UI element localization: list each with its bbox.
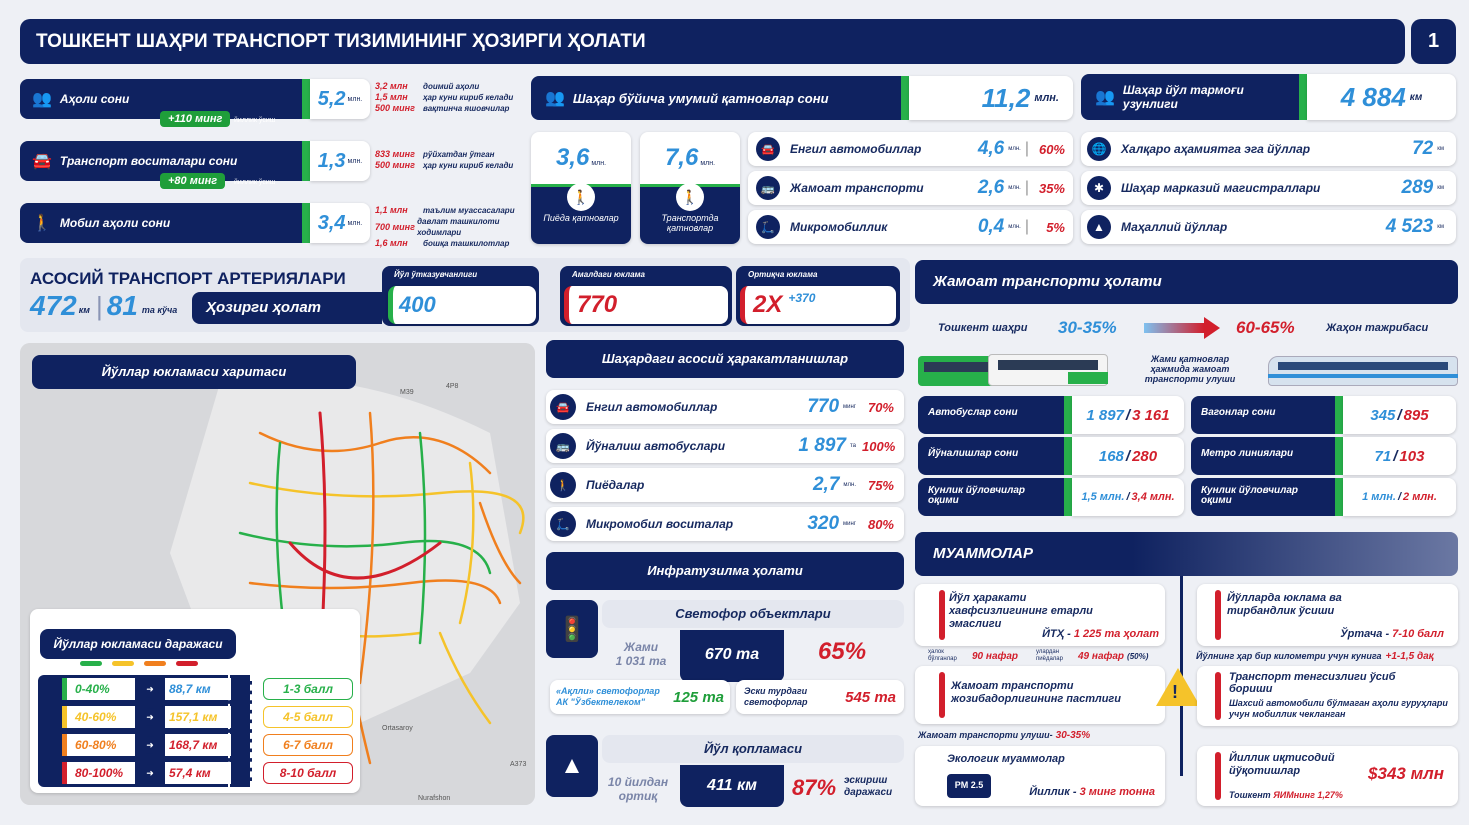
pt-row-value: 71 <box>1374 447 1392 465</box>
lights-total-label: Жами <box>623 640 659 654</box>
note-label: бошқа ташкилотлар <box>423 239 510 248</box>
infra-title: Инфратузилма ҳолати <box>546 552 904 590</box>
pm-badge: PM 2.5 <box>947 774 991 798</box>
pt-row-value: 345 <box>1370 406 1396 424</box>
arteries-title: АСОСИЙ ТРАНСПОРТ АРТЕРИЯЛАРИ <box>30 269 346 288</box>
problem-inequality <box>1197 666 1458 726</box>
arrow-icon: ➜ <box>141 708 159 726</box>
pt-row-total: 3 161 <box>1132 406 1170 424</box>
road-icon: ▲ <box>1087 215 1111 239</box>
pt-row-total: 3,4 млн. <box>1131 491 1175 503</box>
bus-image <box>918 352 1118 390</box>
movement-row <box>546 429 904 463</box>
walk-label: Транспортда қатновлар <box>661 213 719 233</box>
overload-value: 2X <box>753 291 783 318</box>
road-unit: км <box>1437 185 1444 191</box>
sub-label: улардан пиёдалар <box>1036 649 1063 662</box>
note-label: ҳар куни кириб келади <box>423 161 514 170</box>
stat-label: Аҳоли сони <box>59 92 130 106</box>
traffic-light-icon: 🚦 <box>546 600 598 658</box>
people-icon: 👥 <box>32 91 52 108</box>
arrow-icon: ➜ <box>141 764 159 782</box>
problem-pt-appeal-sub <box>918 727 1118 743</box>
current-state-label: Ҳозирги ҳолат <box>192 292 382 324</box>
walk-value: 7,6 <box>664 144 699 171</box>
sub-label: ҳалок бўлганлар <box>928 649 957 662</box>
trips-label: Шаҳар бўйича умумий қатновлар сони <box>572 90 829 106</box>
trips-value: 11,2 <box>981 82 1031 113</box>
road-value: 289 <box>1401 177 1434 198</box>
arteries-km: 472 <box>30 290 77 321</box>
globe-icon: 🌐 <box>1087 137 1111 161</box>
capacity-value: 400 <box>399 292 436 317</box>
pt-share-note: Жами қатновлар ҳажмида жамоат транспорти улуши <box>1144 354 1236 384</box>
note-label: вақтинча яшовчилар <box>423 104 510 113</box>
lights-value: 670 та <box>680 630 784 682</box>
stat-vehicles <box>20 141 365 185</box>
road-label: Халқаро аҳамиятга эга йўллар <box>1121 142 1311 156</box>
load-unit: минг авто/сутка <box>621 300 700 310</box>
problem-value: $343 млн <box>1368 764 1444 783</box>
level-km: 157,1 км <box>165 706 231 728</box>
road-unit: км <box>1437 146 1444 152</box>
modes-list <box>748 132 1073 244</box>
movement-pct: 75% <box>867 477 894 493</box>
walk-value: 3,6 <box>555 144 590 171</box>
stat-value: 3,4 <box>317 211 346 234</box>
pt-row-total: 103 <box>1399 447 1425 465</box>
pt-row: Автобуслар сони 1 897 / 3 161 <box>918 396 1184 434</box>
pt-row-label: Кунлик йўловчилар оқими <box>918 478 1064 516</box>
walk-label: Пиёда қатновлар <box>543 213 619 223</box>
warning-mark: ! <box>1172 682 1178 702</box>
arrow-icon: ➜ <box>141 736 159 754</box>
mode-pct: 60% <box>1038 141 1065 157</box>
sub-label: Йўлнинг ҳар бир километри учун кунига <box>1196 651 1382 661</box>
problem-stat: 1 225 та ҳолат <box>1073 628 1159 640</box>
level-range: 80-100% <box>67 762 135 784</box>
pt-row-value: 1 897 <box>1086 406 1124 424</box>
road-label: Маҳаллий йўллар <box>1121 220 1228 234</box>
pt-row-label: Метро линиялари <box>1191 437 1335 475</box>
movement-pct: 100% <box>862 438 896 454</box>
page-title: ТОШКЕНТ ШАҲРИ ТРАНСПОРТ ТИЗИМИНИНГ ҲОЗИРГИ ҲОЛАТИ <box>36 30 646 52</box>
note-value: 500 минг <box>375 103 415 113</box>
pt-row: Метро линиялари 71 / 103 <box>1191 437 1456 475</box>
movements-list <box>546 390 904 541</box>
pt-row-value: 168 <box>1098 447 1124 465</box>
car-icon: 🚘 <box>756 137 780 161</box>
note-value: 700 минг <box>375 221 415 232</box>
problem-desc: Шахсий автомобили бўлмаган аҳоли гуруҳлари учун мобиллик чекланган <box>1229 698 1448 719</box>
movement-unit: минг <box>843 521 856 527</box>
problem-ecology <box>915 746 1165 806</box>
problem-text: Экологик муаммолар <box>947 753 1065 765</box>
pt-row: Кунлик йўловчилар оқими 1 млн. / 2 млн. <box>1191 478 1456 516</box>
stat-vehicles-notes <box>375 149 530 171</box>
pt-row: Вагонлар сони 345 / 895 <box>1191 396 1456 434</box>
mode-unit: млн. <box>1008 146 1021 152</box>
mode-value: 2,6 <box>977 177 1005 198</box>
header-bar <box>20 19 1405 64</box>
growth-note: йиллик ўсиш <box>234 179 276 186</box>
arrow-icon: ➜ <box>141 680 159 698</box>
load-label: Амалдаги юклама <box>572 270 645 279</box>
map-label: M39 <box>400 389 414 396</box>
walk-unit: млн. <box>591 160 607 167</box>
note-value: 1,6 млн <box>375 238 408 248</box>
people-icon: 👥 <box>545 90 565 107</box>
stat-value: 1,3 <box>317 149 346 172</box>
legend-row <box>38 761 368 785</box>
movement-unit: млн. <box>843 482 856 488</box>
note-label: давлат ташкилоти ходимлари <box>417 217 500 237</box>
problem-stat-label: ЙТҲ - <box>1042 628 1071 640</box>
road-network <box>1081 74 1456 120</box>
mode-unit: млн. <box>1008 185 1021 191</box>
movements-title: Шаҳардаги асосий ҳаракатланишлар <box>546 340 904 378</box>
bus-icon: 🚌 <box>756 176 780 200</box>
movement-row <box>546 390 904 424</box>
traffic-lights-block <box>546 600 908 725</box>
capacity-unit: минг авто/сутка <box>439 300 519 310</box>
mode-row: 🚘 Енгил автомобиллар 4,6 млн. | 60% <box>748 132 1073 166</box>
problem-text: Йиллик иқтисодий йўқотишлар <box>1229 752 1335 777</box>
pt-row-total: 2 млн. <box>1403 491 1437 503</box>
pt-row-value: 1,5 млн. <box>1081 491 1125 503</box>
walking-icon: 🚶 <box>550 472 576 498</box>
movement-value: 1 897 <box>798 435 846 456</box>
problem-text: Йўл ҳаракати хавфсизлигининг етарли эмаслиги <box>949 592 1093 630</box>
sub-value: 49 нафар <box>1078 650 1125 662</box>
pt-city-value: 30-35% <box>1058 318 1117 337</box>
road-label: Шаҳар марказий магистраллари <box>1121 181 1321 195</box>
passenger-icon: 🚶 <box>676 183 704 211</box>
pt-row: Кунлик йўловчилар оқими 1,5 млн. / 3,4 млн. <box>918 478 1184 516</box>
map-title: Йўллар юкламаси харитаси <box>32 355 356 389</box>
stat-mobile <box>20 203 365 247</box>
legend-row <box>38 677 368 701</box>
note-value: 833 минг <box>375 149 415 159</box>
sub-value: 30-35% <box>1055 729 1091 741</box>
note-label: рўйхатдан ўтган <box>423 150 495 159</box>
road-value: 72 <box>1412 138 1434 159</box>
pt-world-value: 60-65% <box>1236 318 1295 337</box>
movement-value: 2,7 <box>812 474 840 495</box>
road-row <box>1081 210 1456 244</box>
movement-row <box>546 507 904 541</box>
map-legend <box>30 609 360 793</box>
level-km: 168,7 км <box>165 734 231 756</box>
stat-unit: млн. <box>347 157 363 165</box>
mode-label: Микромобиллик <box>790 220 888 234</box>
problem-pt-appeal <box>915 666 1165 724</box>
movement-label: Енгил автомобиллар <box>586 400 718 414</box>
problem-economic <box>1197 746 1458 806</box>
road-wear-label: эскириш даражаси <box>844 775 893 798</box>
mode-unit: млн. <box>1008 224 1021 230</box>
movement-value: 770 <box>807 396 840 417</box>
pt-row-label: Автобуслар сони <box>918 396 1064 434</box>
arrow-head-icon <box>1204 317 1220 339</box>
problem-text: Йўлларда юклама ва тирбандлик ўсиши <box>1227 592 1342 617</box>
pt-title: Жамоат транспорти ҳолати <box>915 260 1458 304</box>
level-km: 57,4 км <box>165 762 231 784</box>
overload-unit: минг <box>819 293 848 305</box>
bus-icon: 🚌 <box>550 433 576 459</box>
growth-tag: +80 минг <box>160 173 225 189</box>
legend-title: Йўллар юкламаси даражаси <box>40 629 236 659</box>
level-range: 60-80% <box>67 734 135 756</box>
road-wear-pct: 87% <box>792 775 837 800</box>
mode-pct: 35% <box>1038 180 1065 196</box>
map-label: 4P8 <box>446 383 459 390</box>
arteries-count-unit: та кўча <box>141 305 178 315</box>
note-value: 500 минг <box>375 160 415 170</box>
pt-row-label: Йўналишлар сони <box>918 437 1064 475</box>
level-score: 4-5 балл <box>263 706 353 728</box>
pt-row-value: 1 млн. <box>1362 491 1396 503</box>
road-types <box>1081 132 1456 244</box>
problem-text: Транспорт тенгсизлиги ўсиб бориши <box>1229 671 1396 695</box>
pt-row-total: 895 <box>1403 406 1429 424</box>
arteries-section: АСОСИЙ ТРАНСПОРТ АРТЕРИЯЛАРИ 472 км | 81 та кўча Ҳозирги ҳолат Йўл ўтказувчанлиги 400 минг авто/сутка Амалдаги юклама 770 минг авто/сутка Ортиқча юклама 2X +370 минг авто/сутка <box>20 258 910 332</box>
problem-stat-label: Ўртача - <box>1340 628 1390 640</box>
overload-label: Ортиқча юклама <box>748 270 818 279</box>
stat-population <box>20 79 365 123</box>
stat-population-notes <box>375 81 530 114</box>
movement-row <box>546 468 904 502</box>
sub-value: 90 нафар <box>972 650 1019 662</box>
problem-safety-sub <box>928 648 1188 664</box>
old-lights-value: 545 та <box>845 688 896 706</box>
mode-pct: 5% <box>1046 219 1065 235</box>
road-old-value: 411 км <box>680 765 784 807</box>
road-old-label: 10 йилдан ортиқ <box>607 775 669 803</box>
map-label: Nurafshon <box>418 795 451 802</box>
person-icon: 🚶 <box>32 215 52 232</box>
road-load-map[interactable] <box>20 343 535 805</box>
trips-total <box>531 76 1073 120</box>
level-score: 8-10 балл <box>263 762 353 784</box>
movement-label: Йўналиш автобуслари <box>586 439 726 453</box>
pt-row: Йўналишлар сони 168 / 280 <box>918 437 1184 475</box>
note-label: ҳар куни кириб келади <box>423 93 514 102</box>
lights-total: 1 031 та <box>615 654 667 668</box>
overload-unit2: авто/сутка <box>788 307 843 317</box>
map-label: Ortasaroy <box>382 725 413 732</box>
level-range: 40-60% <box>67 706 135 728</box>
transport-trips-card <box>640 132 740 244</box>
level-range: 0-40% <box>67 678 135 700</box>
smart-lights-label: «Ақлли» светофорлар АК "Ўзбектелеком" <box>556 686 660 707</box>
movement-unit: минг <box>843 404 856 410</box>
pt-city-label: Тошкент шаҳри <box>938 322 1028 334</box>
note-value: 3,2 млн <box>375 81 408 91</box>
walking-icon: 🚶 <box>567 183 595 211</box>
mode-value: 0,4 <box>977 216 1005 237</box>
road-surface-title: Йўл қопламаси <box>602 735 904 763</box>
pt-row-total: 280 <box>1132 447 1158 465</box>
network-icon: ✱ <box>1087 176 1111 200</box>
problem-congestion-sub <box>1196 648 1464 664</box>
arteries-km-unit: км <box>78 305 90 315</box>
legend-row <box>38 705 368 729</box>
scooter-icon: 🛴 <box>550 511 576 537</box>
roads-unit: км <box>1409 91 1423 103</box>
problem-stat: 7-10 балл <box>1392 628 1444 640</box>
arteries-count: 81 <box>106 290 138 321</box>
mode-value: 4,6 <box>977 138 1005 159</box>
level-score: 1-3 балл <box>263 678 353 700</box>
warning-icon <box>1156 668 1200 706</box>
bus-stats <box>918 396 1184 516</box>
note-value: 1,1 млн <box>375 205 408 215</box>
mode-row: 🚌 Жамоат транспорти 2,6 млн. | 35% <box>748 171 1073 205</box>
movement-value: 320 <box>807 513 840 534</box>
lights-title: Светофор объектлари <box>602 600 904 628</box>
problem-sub-value: ЯИМнинг 1,27% <box>1273 790 1343 800</box>
metro-stats <box>1191 396 1456 516</box>
map-label: A373 <box>510 761 527 768</box>
road-value: 4 523 <box>1385 216 1434 237</box>
pt-comparison <box>938 316 1458 340</box>
road-surface-icon: ▲ <box>546 735 598 797</box>
arrow-right-icon <box>1144 323 1204 333</box>
smart-lights-value: 125 та <box>673 688 724 706</box>
note-value: 1,5 млн <box>375 92 408 102</box>
level-km: 88,7 км <box>165 678 231 700</box>
stat-unit: млн. <box>347 219 363 227</box>
movement-pct: 80% <box>867 516 894 532</box>
sub-value: +1-1,5 дақ <box>1385 650 1434 662</box>
pt-row-label: Вагонлар сони <box>1191 396 1335 434</box>
people-icon: 👥 <box>1095 89 1115 106</box>
sub-pct: (50%) <box>1127 651 1149 661</box>
stat-value: 5,2 <box>317 87 346 110</box>
capacity-label: Йўл ўтказувчанлиги <box>394 270 478 279</box>
problem-text: Жамоат транспорти жозибадорлигининг пастлиги <box>951 680 1122 705</box>
movement-label: Микромобил воситалар <box>586 517 734 531</box>
sub-label: Жамоат транспорти улуши- <box>918 730 1053 740</box>
car-icon: 🚘 <box>32 153 52 170</box>
load-value: 770 <box>577 291 618 318</box>
road-surface-block <box>546 735 908 807</box>
overload-plus: +370 <box>788 291 816 305</box>
lights-pct: 65% <box>818 638 867 665</box>
growth-note: йиллик ўсиш <box>234 117 276 124</box>
trips-unit: млн. <box>1034 92 1059 104</box>
page-number: 1 <box>1411 19 1456 64</box>
mode-row: 🛴 Микромобиллик 0,4 млн. | 5% <box>748 210 1073 244</box>
road-unit: км <box>1437 224 1444 230</box>
stat-label: Мобил аҳоли сони <box>59 216 171 230</box>
problem-sub-label: Тошкент <box>1229 790 1271 800</box>
stat-mobile-notes <box>375 205 530 249</box>
pt-row-label: Кунлик йўловчилар оқими <box>1191 478 1335 516</box>
level-score: 6-7 балл <box>263 734 353 756</box>
mode-label: Жамоат транспорти <box>790 181 924 195</box>
pt-world-label: Жаҳон тажрибаси <box>1326 322 1429 334</box>
walk-unit: млн. <box>700 160 716 167</box>
roads-value: 4 884 <box>1340 81 1406 112</box>
road-row <box>1081 132 1456 166</box>
car-icon: 🚘 <box>550 394 576 420</box>
movement-label: Пиёдалар <box>586 478 645 492</box>
mode-label: Енгил автомобиллар <box>790 142 922 156</box>
problem-stat-label: Йиллик - <box>1029 786 1077 798</box>
problem-safety <box>915 584 1165 646</box>
problems-title: МУАММОЛАР <box>915 532 1458 576</box>
stat-label: Транспорт воситалари сони <box>59 154 238 168</box>
problem-congestion <box>1197 584 1458 646</box>
problem-stat: 3 минг тонна <box>1079 786 1155 798</box>
legend-row <box>38 733 368 757</box>
walk-card <box>531 132 631 244</box>
growth-tag: +110 минг <box>160 111 230 127</box>
old-lights-label: Эски турдаги светофорлар <box>744 686 808 707</box>
metro-image <box>1268 354 1458 390</box>
movement-pct: 70% <box>867 399 894 415</box>
movement-unit: та <box>849 443 856 449</box>
road-row <box>1081 171 1456 205</box>
stat-unit: млн. <box>347 95 363 103</box>
scooter-icon: 🛴 <box>756 215 780 239</box>
note-label: доимий аҳоли <box>423 82 480 91</box>
note-label: таълим муассасалари <box>423 206 515 215</box>
roads-label: Шаҳар йўл тармоғи узунлиги <box>1122 83 1244 111</box>
